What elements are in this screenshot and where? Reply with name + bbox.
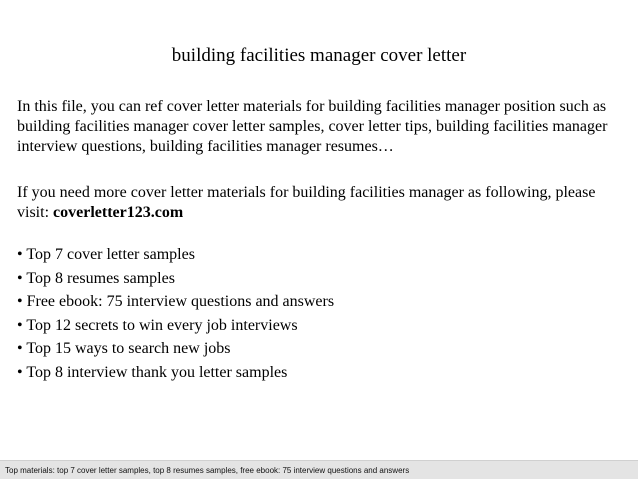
more-info-text: If you need more cover letter materials for building facilities manager as following, please visit: (17, 184, 596, 221)
intro-paragraph: In this file, you can ref cover letter materials for building facilities manager position such as building facilities manager cover letter samples, cover letter tips, building facilities manager interview questions, building facilities manager resumes… (17, 98, 608, 155)
site-link[interactable]: coverletter123.com (53, 204, 184, 221)
list-item: • Free ebook: 75 interview questions and answers (17, 293, 335, 310)
page-title: building facilities manager cover letter (171, 45, 467, 66)
materials-list (17, 243, 617, 384)
list-item: • Top 8 resumes samples (17, 269, 175, 287)
footer-bar (0, 460, 638, 479)
list-item: • Top 7 cover letter samples (17, 246, 195, 263)
footer-text: Top materials: top 7 cover letter samples, top 8 resumes samples, free ebook: 75 interview questions and answers (5, 466, 410, 475)
list-item: • Top 12 secrets to win every job interviews (17, 316, 298, 334)
list-item: • Top 15 ways to search new jobs (17, 340, 231, 357)
more-info-paragraph (17, 183, 627, 223)
list-item: • Top 8 interview thank you letter samples (17, 363, 288, 381)
